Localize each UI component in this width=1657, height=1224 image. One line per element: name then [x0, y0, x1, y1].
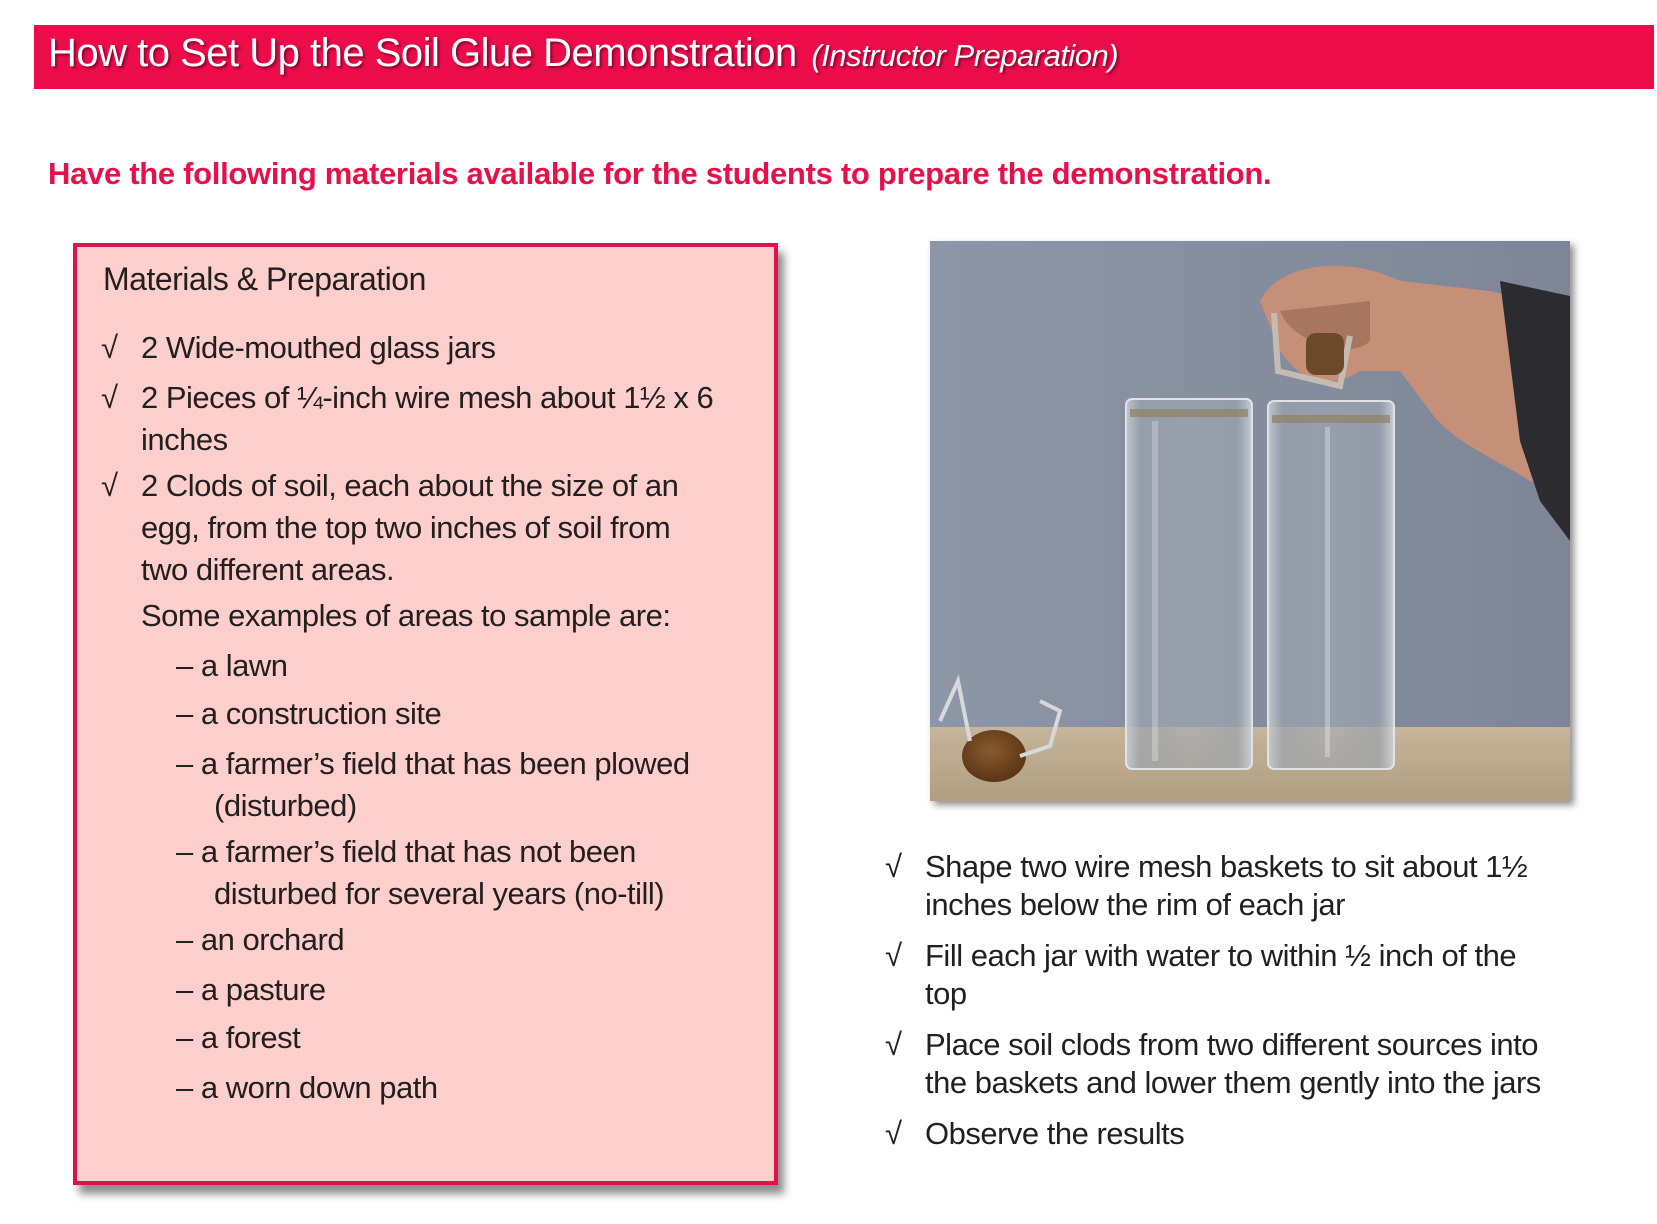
setup-steps [885, 848, 1645, 1166]
material-item: √ 2 Pieces of ¼-inch wire mesh about 1½ x 6 inches [101, 377, 713, 461]
material-item: √ 2 Wide-mouthed glass jars [101, 327, 496, 369]
materials-box [73, 243, 778, 1185]
example-item: – a construction site [176, 696, 442, 731]
materials-heading: Materials & Preparation [103, 261, 426, 297]
title-bar [34, 25, 1654, 89]
step-item: √ Place soil clods from two different sources into the baskets and lower them gently into the jars [885, 1027, 1541, 1100]
step-item: √ Shape two wire mesh baskets to sit about 1½ inches below the rim of each jar [885, 849, 1528, 922]
material-item: √ 2 Clods of soil, each about the size of an egg, from the top two inches of soil from two different areas. [101, 465, 678, 591]
page-title [48, 31, 1118, 76]
jars-photo-illustration [930, 241, 1570, 801]
check-icon: √ [101, 380, 118, 415]
example-item: – a farmer’s field that has been plowed (disturbed) [176, 746, 690, 823]
example-item: – an orchard [176, 922, 345, 957]
example-item: – a worn down path [176, 1070, 438, 1105]
title-main: How to Set Up the Soil Glue Demonstration [48, 31, 797, 75]
intro-text: Have the following materials available for the students to prepare the demonstration. [48, 156, 1272, 191]
title-subtitle: (Instructor Preparation) [811, 38, 1119, 73]
example-item: – a pasture [176, 972, 326, 1007]
examples-intro: Some examples of areas to sample are: [141, 598, 671, 633]
step-item: √ Observe the results [885, 1116, 1185, 1151]
check-icon: √ [101, 468, 118, 503]
example-item: – a lawn [176, 648, 288, 683]
check-icon: √ [885, 1116, 902, 1151]
check-icon: √ [885, 938, 902, 973]
step-item: √ Fill each jar with water to within ½ inch of the top [885, 938, 1517, 1011]
example-item: – a farmer’s field that has not been disturbed for several years (no-till) [176, 834, 665, 911]
check-icon: √ [885, 849, 902, 884]
check-icon: √ [885, 1027, 902, 1062]
demonstration-photo [930, 241, 1570, 801]
example-item: – a forest [176, 1020, 301, 1055]
check-icon: √ [101, 330, 118, 365]
